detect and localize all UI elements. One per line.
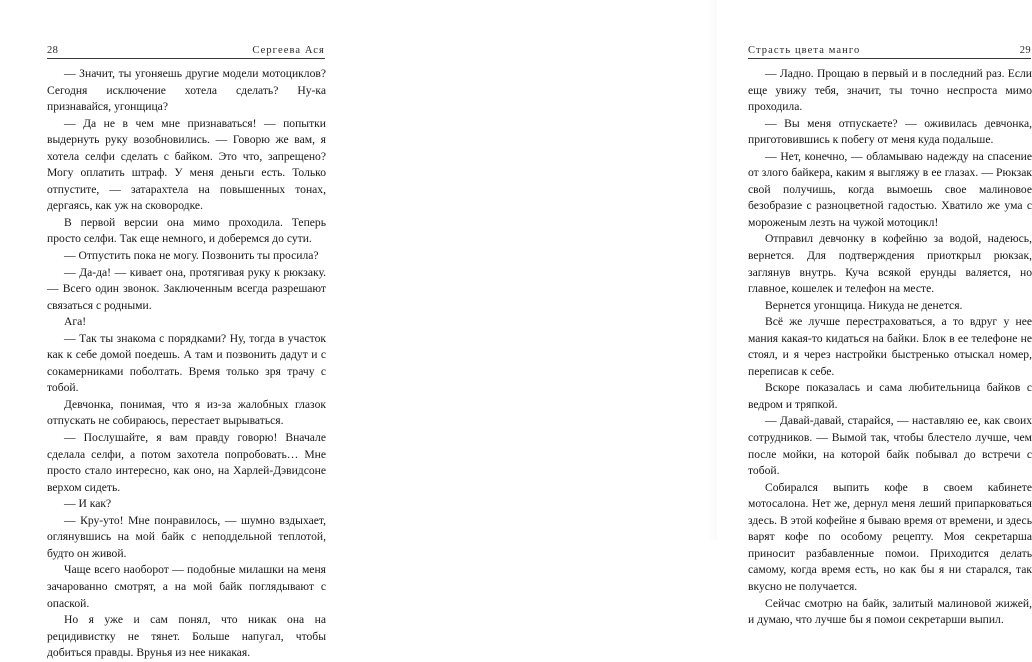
paragraph: — Да не в чем мне признаваться! — попытки выдернуть руку возобновились. — Говорю же вам, я хотела селфи сделать с байком. Это что, запрещено? Могу оплатить штраф. У меня деньги есть. Только отпустите, — затарахтела на повышенных тонах, дергаясь, как уж на сковородке.	[47, 116, 326, 213]
page-right	[358, 0, 1032, 627]
paragraph: — Так ты знакома с порядками? Ну, тогда в участок как к себе домой поедешь. А там и позвонить дадут и с сокамерниками поболтать. Время только зря трачу с тобой.	[47, 331, 326, 395]
paragraph: — Отпустить пока не могу. Позвонить ты просила?	[64, 249, 319, 263]
running-head-title-left: Сергеева Ася	[252, 45, 325, 56]
paragraph: — Нет, конечно, — обламываю надежду на спасение от злого байкера, каким я выгляжу в ее глазах. — Рюкзак свой получишь, когда вымоешь свое малиновое безобразие с разноцветной гадостью. Хватило же ума с мороженым лезть на чужой мотоцикл!	[748, 149, 1032, 229]
paragraph: — Да-да! — кивает она, протягивая руку к рюкзаку. — Всего один звонок. Заключенным всегда разрешают связаться с родными.	[47, 265, 326, 312]
paragraph: Собирался выпить кофе в своем кабинете мотосалона. Нет же, дернул меня леший припарковаться здесь. В этой кофейне я бываю время от времени, и здесь варят кофе по особому рецепту. Моя секретарша приносит разбавленные помои. Приходится делать самому, когда время есть, но как бы я ни старался, так вкусно не получается.	[748, 480, 1032, 593]
header-rule-right	[748, 58, 1031, 59]
paragraph: Отправил девчонку в кофейню за водой, надеюсь, вернется. Для подтверждения приоткрыл рюкзак, заглянув внутрь. Куча всякой ерунды валяется, но главное, кошелек и телефон на месте.	[748, 232, 1032, 296]
paragraph: Чаще всего наоборот — подобные милашки на меня зачарованно смотрят, а на мой байк поглядывают с опаской.	[47, 563, 326, 610]
paragraph: Вернется угонщица. Никуда не денется.	[765, 298, 963, 312]
paragraph: Всё же лучше перестраховаться, а то вдруг у нее мания какая-то кидаться на байки. Блок в ее телефоне не стоял, и я через настройки быстренько отыскал номер, переписав к себе.	[748, 315, 1032, 378]
paragraph: — Значит, ты угоняешь другие модели мотоциклов? Сегодня исключение хотела сделать? Ну-ка признавайся, угонщица?	[47, 67, 326, 114]
paragraph: — Ладно. Прощаю в первый и в последний раз. Если еще увижу тебя, значит, ты точно неспроста мимо проходила.	[748, 67, 1032, 114]
page-number-left: 28	[47, 45, 59, 56]
page-number-right: 29	[1019, 45, 1031, 56]
running-head-right	[748, 36, 1031, 56]
paragraph: — Послушайте, я вам правду говорю! Вначале сделала селфи, а потом захотела попробовать… Мне просто стало интересно, как оно, на Харлей-Дэвидсоне верхом сидеть.	[47, 431, 326, 494]
paragraph: Девчонка, понимая, что я из-за жалобных глазок отпускать не собираюсь, перестает вырываться.	[47, 397, 326, 428]
paragraph: Ага!	[64, 315, 87, 329]
paragraph: — И как?	[64, 497, 112, 511]
paragraph: В первой версии она мимо проходила. Теперь просто селфи. Так еще немного, и доберемся до сути.	[47, 215, 326, 246]
body-text-left	[47, 66, 326, 662]
running-head-title-right: Страсть цвета манго	[748, 45, 861, 56]
paragraph: — Вы меня отпускаете? — оживилась девчонка, приготовившись к побегу от меня куда подальше.	[748, 116, 1032, 147]
page-left	[0, 0, 358, 660]
paragraph: — Кру-уто! Мне понравилось, — шумно вздыхает, оглянувшись на мой байк с неподдельной теплотой, будто он живой.	[47, 513, 326, 560]
paragraph: Сейчас смотрю на байк, залитый малиновой жижей, и думаю, что лучше бы я помои секретарши выпил.	[748, 596, 1032, 627]
paragraph: — Давай-давай, старайся, — наставляю ее, как своих сотрудников. — Вымой так, чтобы блестело лучше, чем после мойки, на которой байк побывал до встречи с тобой.	[748, 414, 1032, 478]
body-text-right	[748, 66, 1032, 629]
header-rule-left	[47, 58, 325, 59]
paragraph: Вскоре показалась и сама любительница байков с ведром и тряпкой.	[748, 381, 1032, 411]
running-head-left	[47, 36, 325, 56]
paragraph: Но я уже и сам понял, что никак она на рецидивистку не тянет. Больше напугал, чтобы добиться правды. Врунья из нее никакая.	[47, 613, 326, 660]
